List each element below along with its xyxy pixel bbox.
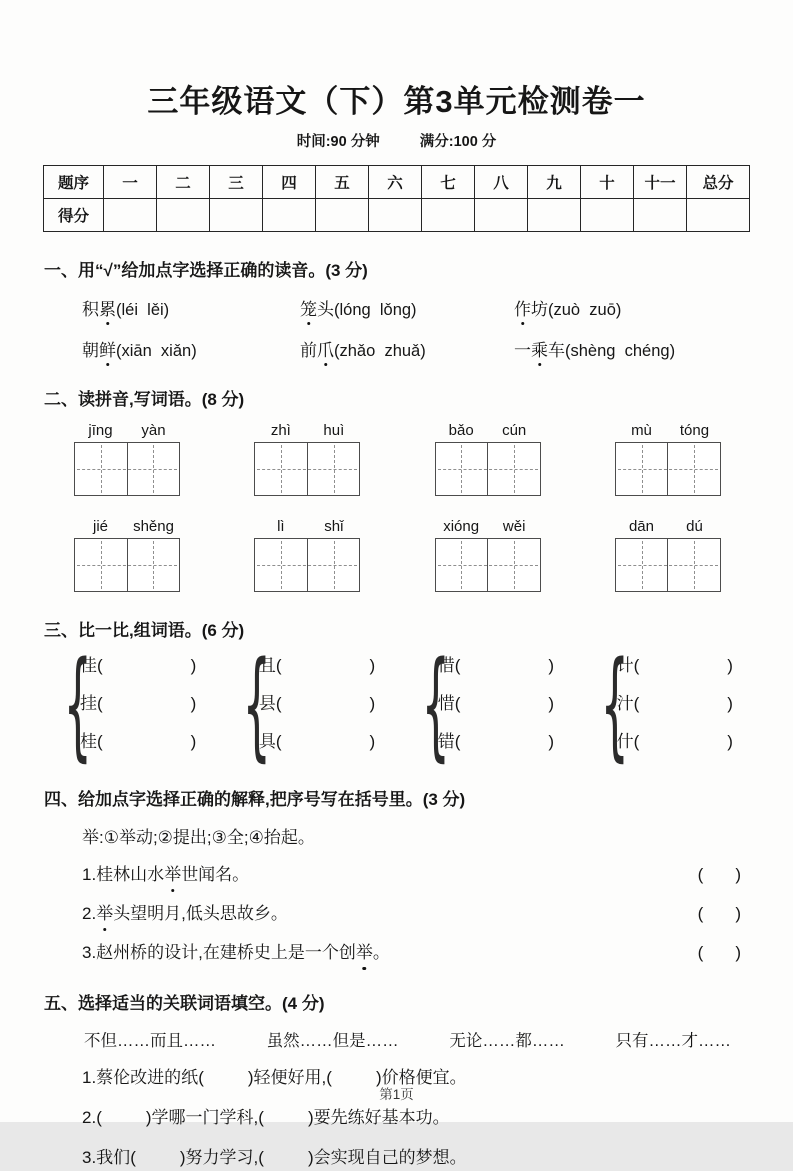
pinyin-writing-group: [435, 422, 541, 496]
score-table-header-cell: 一: [104, 166, 157, 199]
score-cell[interactable]: [475, 199, 528, 232]
section-5-heading: 五、选择适当的关联词语填空。(4 分): [44, 994, 325, 1013]
sentence-text: 1.桂林山水举世闻名。: [82, 862, 249, 887]
compare-item: [617, 685, 733, 723]
compare-item: [80, 723, 196, 761]
score-table-header-cell: 十: [581, 166, 634, 199]
score-table-header-cell: 总分: [687, 166, 750, 199]
score-table-header-cell: 题序: [44, 166, 104, 199]
compare-item: [438, 647, 554, 685]
grid-cell[interactable]: [255, 539, 307, 591]
pinyin-writing-group: [254, 422, 360, 496]
grid-cell[interactable]: [667, 539, 720, 591]
compare-char: 什: [616, 732, 634, 751]
pinyin-label: yàn: [141, 422, 166, 439]
pinyin-label: cún: [502, 422, 527, 439]
section-1-items: [44, 295, 749, 361]
reading-item: [514, 295, 749, 320]
score-table-header-cell: 二: [157, 166, 210, 199]
score-cell[interactable]: [687, 199, 750, 232]
compare-group: [593, 647, 733, 761]
dotted-char: 笼: [300, 295, 317, 320]
compare-item: [617, 647, 733, 685]
grid-cell[interactable]: [667, 443, 720, 495]
score-table-header-cell: 四: [263, 166, 316, 199]
answer-blank[interactable]: [698, 862, 741, 887]
grid-cell[interactable]: [127, 539, 180, 591]
grid-cell[interactable]: [255, 443, 307, 495]
answer-blank[interactable]: [96, 1108, 151, 1127]
paren-close: ): [735, 865, 741, 884]
paren-open: (: [258, 1148, 264, 1167]
score-cell[interactable]: [316, 199, 369, 232]
pinyin-writing-group: [615, 422, 721, 496]
paren-open: (: [633, 656, 640, 675]
sentence-text: 3.赵州桥的设计,在建桥史上是一个创举。: [82, 940, 390, 965]
page-number: 第1页: [379, 1087, 414, 1102]
paren-open: (: [275, 656, 282, 675]
word-part: 头: [317, 300, 334, 319]
grid-cell[interactable]: [487, 539, 540, 591]
paren-close: ): [375, 1068, 382, 1087]
pinyin-label: dān: [628, 518, 654, 535]
score-cell[interactable]: [263, 199, 316, 232]
paren-close: ): [369, 694, 376, 713]
paren-close: ): [179, 1148, 186, 1167]
pinyin-label: mù: [631, 422, 652, 439]
writing-grid[interactable]: [254, 538, 360, 592]
score-table-header-cell: 七: [422, 166, 475, 199]
compare-group: [235, 647, 375, 761]
score-table-header-cell: 十一: [634, 166, 687, 199]
score-row-label: 得分: [44, 199, 104, 232]
writing-grid[interactable]: [254, 442, 360, 496]
compare-char: 计: [616, 656, 634, 675]
pinyin-label: lì: [277, 518, 285, 535]
definition-line: 举:①举动;②提出;③全;④抬起。: [82, 828, 315, 847]
pinyin-writing-group: [74, 422, 180, 496]
score-table-header-cell: 六: [369, 166, 422, 199]
paren-open: (: [454, 694, 461, 713]
paren-open: (: [97, 732, 103, 751]
pinyin-label: bǎo: [448, 422, 474, 439]
writing-grid[interactable]: [615, 538, 721, 592]
pinyin-label: dú: [686, 518, 703, 535]
pinyin-options[interactable]: (zuò zuō): [548, 301, 622, 319]
reading-item: [82, 295, 300, 320]
reading-item: [300, 295, 514, 320]
word-bank-item: 无论……都……: [449, 1032, 565, 1050]
paren-open: (: [97, 694, 103, 713]
pinyin-writing-group: [435, 518, 541, 592]
compare-char: 汁: [616, 694, 634, 713]
pinyin-options[interactable]: (lóng lǒng): [334, 301, 417, 319]
compare-item: [80, 647, 196, 685]
fill-sentence: 3.我们( )努力学习,( )会实现自己的梦想。: [82, 1148, 467, 1167]
dotted-char: 举: [356, 940, 373, 965]
score-cell[interactable]: [422, 199, 475, 232]
paren-open: (: [633, 732, 640, 751]
pinyin-writing-group: [254, 518, 360, 592]
dotted-char: 举: [164, 862, 181, 887]
compare-item: [259, 685, 375, 723]
paren-open: (: [275, 732, 282, 751]
paren-close: ): [369, 732, 376, 751]
paren-close: ): [548, 732, 555, 751]
writing-grid[interactable]: [435, 538, 541, 592]
paren-close: ): [307, 1108, 314, 1127]
compare-char: 惜: [437, 694, 455, 713]
score-cell[interactable]: [157, 199, 210, 232]
score-cell[interactable]: [581, 199, 634, 232]
pinyin-label: wěi: [502, 518, 526, 535]
grid-cell[interactable]: [616, 443, 668, 495]
word-part: 坊: [531, 300, 548, 319]
paren-close: ): [190, 656, 197, 675]
compare-item: [259, 647, 375, 685]
section-2-heading: 二、读拼音,写词语。(8 分): [44, 390, 245, 409]
grid-cell[interactable]: [75, 539, 127, 591]
pinyin-options[interactable]: (xiān xiǎn): [116, 342, 197, 360]
word-bank-item: 不但……而且……: [84, 1032, 216, 1050]
grid-cell[interactable]: [127, 443, 180, 495]
pinyin-options[interactable]: (léi lěi): [116, 301, 170, 319]
paren-open: (: [697, 865, 704, 884]
writing-grid[interactable]: [615, 442, 721, 496]
pinyin-label: xióng: [443, 518, 480, 535]
grid-cell[interactable]: [436, 539, 488, 591]
paren-open: (: [96, 1108, 102, 1127]
word-part: 朝: [82, 341, 99, 360]
sentence-item: [44, 901, 749, 926]
paren-close: ): [735, 943, 741, 962]
score-cell[interactable]: [210, 199, 263, 232]
paren-open: (: [97, 656, 103, 675]
score-table-header-cell: 九: [528, 166, 581, 199]
compare-char: 具: [258, 732, 276, 751]
paren-open: (: [697, 943, 704, 962]
grid-cell[interactable]: [75, 443, 127, 495]
paren-close: ): [307, 1148, 314, 1167]
paren-close: ): [735, 904, 741, 923]
grid-cell[interactable]: [307, 539, 360, 591]
paren-close: ): [190, 732, 197, 751]
score-cell[interactable]: [369, 199, 422, 232]
answer-blank[interactable]: [698, 940, 741, 965]
paren-close: ): [727, 732, 733, 751]
dotted-char: 爪: [317, 336, 334, 361]
paren-open: (: [275, 694, 282, 713]
pinyin-label: huì: [323, 422, 345, 439]
word-part: 积: [82, 300, 99, 319]
pinyin-label: tóng: [679, 422, 710, 439]
pinyin-label: jīng: [88, 422, 113, 439]
paren-open: (: [697, 904, 704, 923]
paren-close: ): [727, 694, 733, 713]
score-table-header-cell: 三: [210, 166, 263, 199]
writing-grid[interactable]: [74, 538, 180, 592]
score-cell[interactable]: [634, 199, 687, 232]
dotted-char: 举: [96, 901, 113, 926]
pinyin-writing-group: [615, 518, 721, 592]
compare-char: 佳: [80, 656, 97, 675]
answer-blank[interactable]: [258, 1148, 313, 1167]
compare-char: 错: [437, 732, 455, 751]
paren-open: (: [454, 656, 461, 675]
compare-char: 桂: [80, 732, 97, 751]
paren-close: ): [247, 1068, 254, 1087]
section-3-heading: 三、比一比,组词语。(6 分): [44, 621, 245, 640]
reading-item: [82, 336, 300, 361]
score-cell[interactable]: [528, 199, 581, 232]
compare-char: 且: [258, 656, 276, 675]
compare-group: [414, 647, 554, 761]
exam-time: 时间:90 分钟: [296, 134, 380, 150]
dotted-char: 鲜: [99, 336, 116, 361]
score-table-header-cell: 五: [316, 166, 369, 199]
pinyin-row-2: [44, 518, 749, 592]
brace-icon: [421, 651, 430, 757]
sentence-text: 2.举头望明月,低头思故乡。: [82, 901, 288, 926]
grid-cell[interactable]: [616, 539, 668, 591]
grid-cell[interactable]: [487, 443, 540, 495]
dotted-char: 累: [99, 295, 116, 320]
compare-char: 县: [258, 694, 276, 713]
reading-item: [300, 336, 514, 361]
exam-full-score: 满分:100 分: [419, 134, 497, 150]
dotted-char: 作: [514, 295, 531, 320]
pinyin-options[interactable]: (shèng chéng): [565, 342, 676, 360]
section-3-groups: [44, 647, 749, 761]
pinyin-label: zhì: [270, 422, 291, 439]
reading-item: [514, 336, 749, 361]
pinyin-label: jié: [92, 518, 108, 535]
writing-grid[interactable]: [435, 442, 541, 496]
compare-item: [259, 723, 375, 761]
compare-item: [617, 723, 733, 761]
paren-close: ): [727, 656, 733, 675]
sentence-item: [44, 862, 749, 887]
paren-open: (: [326, 1068, 332, 1087]
section-4-heading: 四、给加点字选择正确的解释,把序号写在括号里。(3 分): [44, 790, 466, 809]
pinyin-row-1: [44, 422, 749, 496]
word-bank: [44, 1027, 749, 1051]
writing-grid[interactable]: [74, 442, 180, 496]
dotted-char: 乘: [531, 336, 548, 361]
paren-close: ): [548, 656, 555, 675]
fill-sentence: 1.蔡伦改进的纸( )轻便好用,( )价格便宜。: [82, 1068, 467, 1087]
brace-icon: [600, 651, 609, 757]
paren-close: ): [145, 1108, 152, 1127]
pinyin-options[interactable]: (zhǎo zhuǎ): [334, 342, 426, 360]
compare-item: [438, 723, 554, 761]
word-part: 前: [300, 341, 317, 360]
answer-blank[interactable]: [258, 1108, 313, 1127]
paren-close: ): [369, 656, 376, 675]
pinyin-writing-group: [74, 518, 180, 592]
score-cell[interactable]: [104, 199, 157, 232]
exam-meta: [0, 130, 793, 151]
word-bank-item: 虽然……但是……: [266, 1032, 399, 1050]
paren-open: (: [198, 1068, 204, 1087]
brace-icon: [63, 651, 72, 757]
compare-item: [80, 685, 196, 723]
compare-char: 借: [437, 656, 455, 675]
score-table-header-cell: 八: [475, 166, 528, 199]
paren-open: (: [454, 732, 461, 751]
fill-sentence: 2.( )学哪一门学科,( )要先练好基本功。: [82, 1108, 450, 1127]
compare-char: 挂: [80, 694, 97, 713]
paren-open: (: [258, 1108, 264, 1127]
word-part: 一: [514, 341, 531, 360]
compare-item: [438, 685, 554, 723]
grid-cell[interactable]: [436, 443, 488, 495]
answer-blank[interactable]: [698, 901, 741, 926]
paren-close: ): [190, 694, 197, 713]
word-bank-item: 只有……才……: [615, 1032, 731, 1050]
score-table: [43, 165, 750, 232]
score-table-score-row: [44, 199, 750, 232]
page-title: 三年级语文（下）第3单元检测卷一: [147, 84, 646, 119]
answer-blank[interactable]: [130, 1148, 185, 1167]
sentence-item: [44, 940, 749, 965]
score-table-header-row: [44, 166, 750, 199]
paren-close: ): [548, 694, 555, 713]
pinyin-label: shǐ: [324, 518, 344, 535]
paren-open: (: [130, 1148, 136, 1167]
paren-open: (: [633, 694, 640, 713]
section-1-heading: 一、用“√”给加点字选择正确的读音。(3 分): [44, 261, 368, 280]
compare-group: [56, 647, 196, 761]
word-part: 车: [548, 341, 565, 360]
pinyin-label: shěng: [133, 518, 174, 535]
brace-icon: [242, 651, 251, 757]
grid-cell[interactable]: [307, 443, 360, 495]
